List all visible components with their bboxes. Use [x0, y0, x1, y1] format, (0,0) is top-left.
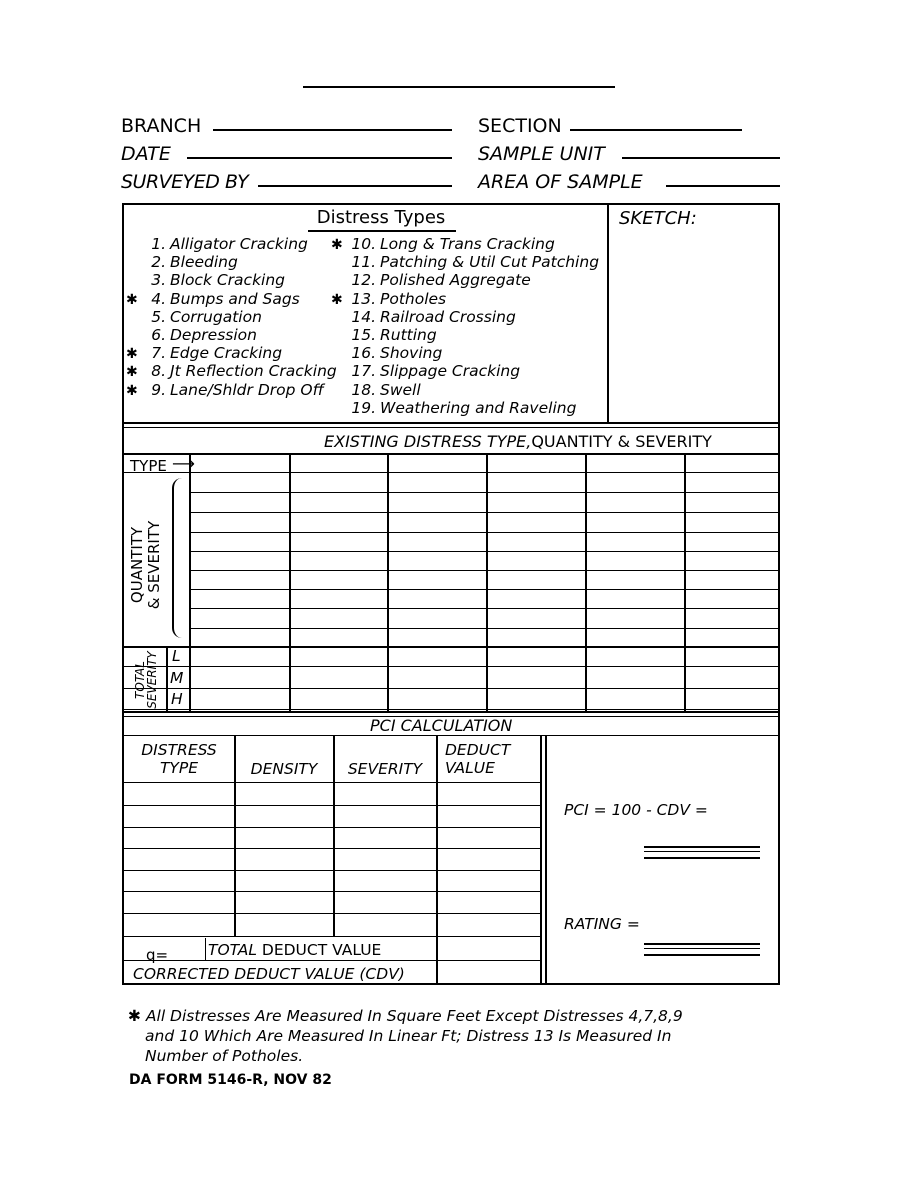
distress-num: 19.: [351, 398, 376, 417]
existing-title-b: QUANTITY & SEVERITY: [531, 432, 712, 451]
distress-num: 13.: [351, 289, 376, 308]
asterisk-icon: ✱: [126, 382, 138, 399]
sketch-label: SKETCH:: [619, 208, 697, 229]
distress-num: 15.: [351, 326, 376, 344]
pci-cell[interactable]: [438, 893, 538, 912]
pci-cell[interactable]: [438, 829, 538, 847]
distress-name: Depression: [170, 326, 257, 344]
distress-cell[interactable]: [191, 668, 287, 687]
type-label: TYPE: [130, 457, 167, 475]
distress-name: Shoving: [380, 344, 443, 363]
distress-cell[interactable]: [389, 572, 484, 588]
col-deduct-b: VALUE: [445, 759, 495, 777]
distress-num: 6.: [151, 326, 166, 344]
q-label: q=: [146, 946, 169, 964]
cdv-label: CORRECTED DEDUCT VALUE (CDV): [133, 965, 405, 983]
distress-name: Corrugation: [170, 307, 262, 326]
distress-cell[interactable]: [389, 553, 484, 569]
branch-label: BRANCH: [121, 115, 202, 137]
pci-cell[interactable]: [236, 807, 331, 826]
pci-title: PCI CALCULATION: [370, 716, 513, 735]
grid-row-line: [122, 472, 780, 473]
distress-name: Lane/Shldr Drop Off: [170, 380, 324, 399]
pci-cell[interactable]: [335, 872, 434, 890]
distress-cell[interactable]: [389, 610, 484, 627]
grid-row-line: [189, 628, 780, 629]
pci-cell[interactable]: [335, 807, 434, 826]
severity-m: M: [170, 669, 184, 687]
surveyed-by-field[interactable]: [258, 185, 452, 187]
area-label: AREA OF SAMPLE: [478, 171, 643, 193]
distress-cell[interactable]: [488, 591, 583, 607]
distress-num: 5.: [151, 307, 166, 326]
title-line: [303, 86, 615, 88]
distress-num: 17.: [351, 362, 376, 381]
pci-cell[interactable]: [124, 829, 232, 847]
distress-num: 11.: [351, 253, 376, 272]
total-deduct-b: DEDUCT VALUE: [261, 941, 382, 959]
distress-cell[interactable]: [686, 494, 778, 511]
asterisk-icon: ✱: [331, 237, 343, 253]
total-deduct-a: TOTAL: [208, 941, 257, 959]
distress-cell[interactable]: [587, 514, 682, 531]
asterisk-icon: ✱: [331, 291, 343, 308]
distress-cell[interactable]: [291, 572, 385, 588]
surveyed-by-label: SURVEYED BY: [121, 171, 249, 193]
distress-cell[interactable]: [191, 591, 287, 607]
distress-item: [331, 381, 421, 399]
distress-num: 12.: [351, 271, 376, 290]
pci-result-mid: [644, 851, 760, 852]
col-severity: SEVERITY: [347, 760, 423, 778]
pci-cell[interactable]: [438, 850, 538, 869]
distress-cell[interactable]: [191, 514, 287, 531]
footnote-line-3: Number of Potholes.: [145, 1047, 304, 1065]
distress-name: Alligator Cracking: [170, 235, 308, 253]
grid-row-line: [189, 608, 780, 609]
distress-cell[interactable]: [686, 534, 778, 550]
type-arrow-icon: ⟶: [172, 454, 195, 473]
footnote-line-2: and 10 Which Are Measured In Linear Ft; Distress 13 Is Measured In: [145, 1027, 672, 1045]
distress-cell[interactable]: [686, 610, 778, 627]
distress-cell[interactable]: [587, 591, 682, 607]
grid-row-line: [189, 532, 780, 533]
sketch-divider: [607, 203, 609, 423]
distress-cell[interactable]: [191, 494, 287, 511]
distress-cell[interactable]: [291, 494, 385, 511]
pci-cell[interactable]: [124, 784, 232, 804]
col-distress-b: TYPE: [159, 759, 199, 777]
distress-cell[interactable]: [389, 648, 484, 665]
distress-cell[interactable]: [389, 494, 484, 511]
form-id: DA FORM 5146-R, NOV 82: [129, 1072, 332, 1088]
distress-types-title: Distress Types: [316, 207, 446, 228]
distress-item: [331, 271, 531, 289]
distress-item: [331, 235, 555, 253]
distress-num: 7.: [151, 344, 166, 363]
distress-cell[interactable]: [389, 630, 484, 645]
distress-item: [126, 362, 337, 380]
distress-name: Railroad Crossing: [380, 307, 516, 326]
distress-cell[interactable]: [389, 514, 484, 531]
pci-col-line: [545, 735, 547, 985]
pci-row-line: [122, 936, 540, 937]
col-distress-type: [124, 741, 234, 777]
distress-num: 18.: [351, 380, 376, 399]
distress-title-underline: [308, 230, 456, 232]
col-density: DENSITY: [250, 760, 318, 778]
distress-cell[interactable]: [686, 591, 778, 607]
distress-item: [331, 326, 437, 344]
distress-name: Jt Reflection Cracking: [170, 362, 337, 381]
qs-label-a: QUANTITY: [128, 526, 146, 604]
area-field[interactable]: [666, 185, 780, 187]
distress-cell[interactable]: [488, 474, 583, 491]
distress-cell[interactable]: [686, 690, 778, 708]
distress-cell[interactable]: [587, 494, 682, 511]
severity-h: H: [171, 690, 183, 708]
distress-cell[interactable]: [291, 474, 385, 491]
pci-cell[interactable]: [335, 829, 434, 847]
severity-l: L: [172, 647, 181, 665]
distress-cell[interactable]: [587, 474, 682, 491]
distress-cell[interactable]: [488, 668, 583, 687]
footnote-line-1: ✱ All Distresses Are Measured In Square Feet Except Distresses 4,7,8,9: [128, 1007, 683, 1025]
distress-name: Potholes: [380, 289, 447, 308]
grid-row-line: [189, 570, 780, 571]
distress-cell[interactable]: [389, 668, 484, 687]
pci-cell[interactable]: [236, 829, 331, 847]
rating-label: RATING =: [564, 915, 640, 933]
distress-cell[interactable]: [191, 690, 287, 708]
distress-cell[interactable]: [389, 474, 484, 491]
distress-cell[interactable]: [488, 572, 583, 588]
section-label: SECTION: [478, 115, 562, 137]
distress-cell[interactable]: [686, 474, 778, 491]
distress-num: 10.: [351, 235, 376, 253]
distress-cell[interactable]: [389, 690, 484, 708]
distress-cell[interactable]: [291, 534, 385, 550]
rating-result-mid: [644, 948, 760, 949]
distress-cell[interactable]: [686, 553, 778, 569]
distress-cell[interactable]: [191, 630, 287, 645]
pci-row-line: [122, 827, 540, 828]
pci-cell[interactable]: [236, 893, 331, 912]
distress-cell[interactable]: [191, 474, 287, 491]
distress-name: Polished Aggregate: [380, 271, 531, 290]
pci-top-border: [122, 711, 780, 713]
col-distress-a: DISTRESS: [141, 741, 217, 759]
distress-item: [126, 271, 285, 289]
distress-num: 3.: [151, 271, 166, 290]
existing-top-border: [122, 422, 780, 424]
cdv-field[interactable]: [438, 962, 538, 983]
distress-cell[interactable]: [291, 690, 385, 708]
distress-num: 2.: [151, 253, 166, 272]
distress-cell[interactable]: [191, 610, 287, 627]
sketch-area[interactable]: [612, 234, 776, 418]
distress-cell[interactable]: [587, 534, 682, 550]
distress-cell[interactable]: [191, 572, 287, 588]
distress-cell[interactable]: [191, 553, 287, 569]
date-label: DATE: [121, 143, 171, 165]
existing-top-border-2: [122, 427, 780, 428]
pci-cell[interactable]: [438, 915, 538, 935]
grid-row-line: [189, 589, 780, 590]
asterisk-icon: ✱: [126, 364, 138, 381]
pci-cell[interactable]: [124, 807, 232, 826]
pci-cell[interactable]: [335, 893, 434, 912]
distress-item: [331, 362, 520, 380]
distress-name: Rutting: [380, 326, 437, 344]
distress-name: Block Cracking: [170, 271, 286, 290]
quantity-severity-label: [129, 495, 163, 635]
distress-num: 4.: [151, 289, 166, 308]
distress-cell[interactable]: [587, 648, 682, 665]
distress-item: [331, 308, 516, 326]
distress-cell[interactable]: [291, 514, 385, 531]
distress-cell[interactable]: [488, 534, 583, 550]
distress-cell[interactable]: [686, 572, 778, 588]
distress-name: Long & Trans Cracking: [380, 235, 555, 253]
distress-cell[interactable]: [291, 455, 385, 471]
pci-cell[interactable]: [124, 893, 232, 912]
distress-num: 8.: [151, 362, 166, 381]
distress-cell[interactable]: [488, 630, 583, 645]
pci-title-bottom: [122, 735, 780, 736]
pci-row-line: [122, 782, 540, 783]
pci-row-line: [122, 805, 540, 806]
branch-field[interactable]: [213, 129, 452, 131]
pci-cell[interactable]: [438, 784, 538, 804]
distress-name: Swell: [380, 380, 421, 399]
distress-cell[interactable]: [389, 455, 484, 471]
total-severity-label: [134, 648, 158, 712]
pci-cell[interactable]: [124, 850, 232, 869]
distress-num: 1.: [151, 235, 166, 253]
pci-cell[interactable]: [438, 938, 538, 959]
pci-formula: PCI = 100 - CDV =: [564, 801, 708, 819]
distress-cell[interactable]: [686, 455, 778, 471]
existing-title-a: EXISTING DISTRESS TYPE,: [324, 432, 532, 451]
pci-row-line: [122, 891, 540, 892]
distress-cell[interactable]: [686, 514, 778, 531]
pci-row-line: [122, 913, 540, 914]
pci-cell[interactable]: [335, 784, 434, 804]
sample-unit-field[interactable]: [622, 157, 780, 159]
asterisk-icon: ✱: [126, 346, 138, 363]
distress-cell[interactable]: [291, 610, 385, 627]
pci-row-line: [122, 960, 540, 961]
distress-cell[interactable]: [291, 553, 385, 569]
footnote: [128, 1006, 768, 1066]
existing-title: [324, 432, 712, 451]
distress-item: [126, 344, 282, 362]
distress-item: [331, 399, 576, 417]
distress-cell[interactable]: [686, 648, 778, 665]
distress-cell[interactable]: [587, 668, 682, 687]
grid-row-line: [189, 512, 780, 513]
distress-item: [126, 308, 262, 326]
distress-name: Patching & Util Cut Patching: [380, 253, 600, 272]
distress-name: Edge Cracking: [170, 344, 283, 363]
distress-cell[interactable]: [488, 494, 583, 511]
rating-field[interactable]: [644, 943, 760, 956]
distress-cell[interactable]: [488, 455, 583, 471]
distress-cell[interactable]: [587, 553, 682, 569]
distress-cell[interactable]: [389, 534, 484, 550]
pci-cell[interactable]: [236, 872, 331, 890]
distress-item: [126, 381, 324, 399]
pci-cell[interactable]: [236, 784, 331, 804]
distress-cell[interactable]: [488, 553, 583, 569]
distress-cell[interactable]: [587, 630, 682, 645]
total-deduct-bracket: [205, 938, 206, 960]
grid-row-line: [122, 709, 780, 710]
pci-cell[interactable]: [236, 850, 331, 869]
distress-name: Slippage Cracking: [380, 362, 521, 381]
distress-cell[interactable]: [291, 668, 385, 687]
sample-unit-label: SAMPLE UNIT: [478, 143, 605, 165]
pci-result-field[interactable]: [644, 846, 760, 859]
distress-num: 9.: [151, 380, 166, 399]
distress-num: 14.: [351, 307, 376, 326]
col-deduct-value: [445, 741, 510, 777]
distress-cell[interactable]: [587, 455, 682, 471]
distress-cell[interactable]: [587, 610, 682, 627]
distress-cell[interactable]: [191, 648, 287, 665]
distress-cell[interactable]: [488, 648, 583, 665]
distress-name: Bleeding: [170, 253, 238, 272]
distress-item: [331, 253, 599, 271]
distress-item: [126, 253, 238, 271]
distress-cell[interactable]: [291, 591, 385, 607]
grid-row-line: [122, 666, 780, 667]
grid-row-line: [189, 551, 780, 552]
severity-divider: [166, 646, 168, 711]
pci-row-line: [122, 848, 540, 849]
distress-cell[interactable]: [488, 514, 583, 531]
pci-cell[interactable]: [335, 850, 434, 869]
total-label-b: SEVERITY: [145, 651, 159, 709]
date-field[interactable]: [187, 157, 452, 159]
distress-item: [126, 326, 257, 344]
distress-num: 16.: [351, 344, 376, 363]
distress-item: [126, 235, 308, 253]
distress-cell[interactable]: [686, 630, 778, 645]
distress-name: Bumps and Sags: [170, 289, 300, 308]
distress-name: Weathering and Raveling: [380, 398, 577, 417]
distress-item: [331, 290, 446, 308]
section-field[interactable]: [570, 129, 742, 131]
distress-cell[interactable]: [191, 534, 287, 550]
asterisk-icon: ✱: [126, 291, 138, 308]
grid-row-line: [122, 688, 780, 689]
pci-row-line: [122, 870, 540, 871]
qs-label-b: & SEVERITY: [145, 520, 163, 610]
distress-cell[interactable]: [686, 668, 778, 687]
pci-col-line: [540, 735, 542, 985]
distress-cell[interactable]: [291, 630, 385, 645]
total-label-a: TOTAL: [133, 661, 147, 699]
pci-cell[interactable]: [124, 872, 232, 890]
col-deduct-a: DEDUCT: [445, 741, 511, 759]
brace-icon: [172, 478, 184, 638]
distress-item: [126, 290, 300, 308]
grid-row-line: [189, 492, 780, 493]
total-deduct-label: [208, 941, 381, 959]
distress-cell[interactable]: [191, 455, 287, 471]
distress-cell[interactable]: [587, 690, 682, 708]
pci-cell[interactable]: [438, 807, 538, 826]
distress-cell[interactable]: [587, 572, 682, 588]
pci-cell[interactable]: [438, 872, 538, 890]
distress-cell[interactable]: [488, 610, 583, 627]
distress-cell[interactable]: [389, 591, 484, 607]
distress-cell[interactable]: [291, 648, 385, 665]
distress-cell[interactable]: [488, 690, 583, 708]
distress-item: [331, 344, 442, 362]
